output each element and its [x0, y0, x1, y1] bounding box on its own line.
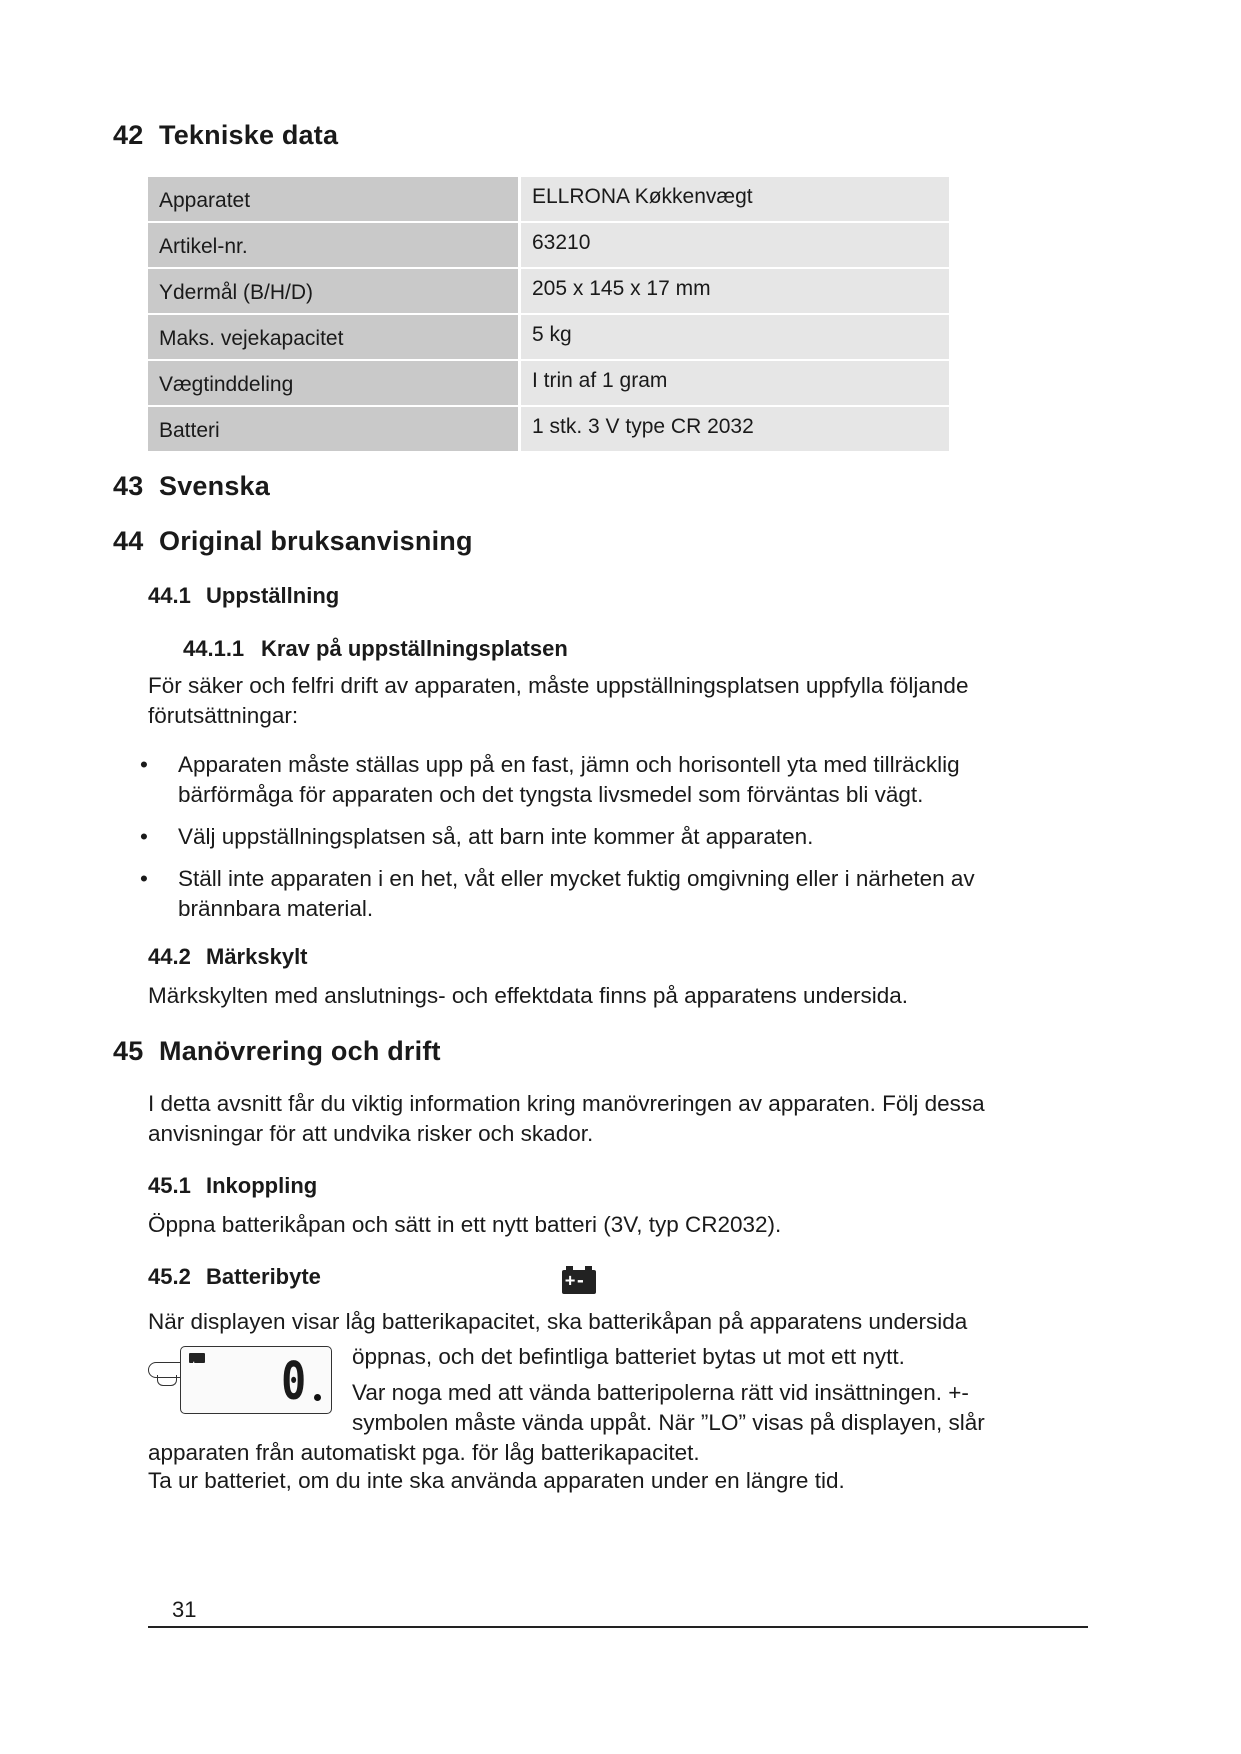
heading-number: 44.1 [148, 583, 191, 608]
heading-number: 42 [113, 120, 144, 150]
table-row [148, 177, 949, 221]
requirements-list [140, 750, 1040, 936]
heading-title: Original bruksanvisning [159, 526, 473, 556]
table-value: 1 stk. 3 V type CR 2032 [521, 407, 949, 451]
table-row [148, 315, 949, 359]
heading-42 [113, 120, 338, 151]
bullet-icon: • [140, 824, 148, 849]
heading-title: Krav på uppställningsplatsen [261, 636, 568, 661]
heading-45 [113, 1036, 441, 1067]
heading-number: 44.1.1 [183, 636, 245, 661]
table-label: Ydermål (B/H/D) [148, 269, 518, 313]
paragraph-battery-line2: öppnas, och det befintliga batteriet bytas ut mot ett nytt. [352, 1344, 905, 1369]
page-number: 31 [172, 1597, 197, 1622]
lcd-display [180, 1346, 332, 1414]
paragraph-inkoppling: Öppna batterikåpan och sätt in ett nytt batteri (3V, typ CR2032). [148, 1212, 782, 1237]
table-row [148, 269, 949, 313]
paragraph-remove-battery: Ta ur batteriet, om du inte ska använda apparaten under en längre tid. [148, 1468, 845, 1493]
bullet-icon: • [140, 752, 148, 777]
table-value: 205 x 145 x 17 mm [521, 269, 949, 313]
heading-title: Märkskylt [206, 944, 308, 969]
table-label: Maks. vejekapacitet [148, 315, 518, 359]
heading-title: Uppställning [206, 583, 340, 608]
paragraph-requirements: För säker och felfri drift av apparaten, måste uppställningsplatsen uppfylla följande förutsättningar: [148, 673, 969, 728]
heading-number: 45.2 [148, 1264, 191, 1289]
lcd-digit: 0 [280, 1352, 306, 1412]
heading-45-2 [148, 1264, 321, 1290]
table-label: Vægtinddeling [148, 361, 518, 405]
heading-43 [113, 471, 270, 502]
low-battery-icon [189, 1353, 205, 1363]
table-row [148, 407, 949, 451]
heading-title: Tekniske data [159, 120, 339, 150]
paragraph-battery-rest: Var noga med att vända batteripolerna rätt vid insättningen. +-symbolen måste vända uppåt. När ”LO” visas på displayen, slår apparaten från automatiskt pga. för låg batterikapacitet. [148, 1380, 985, 1465]
paragraph-battery-wrap [148, 1342, 1008, 1468]
list-item-text: Apparaten måste ställas upp på en fast, jämn och horisontell yta med tillräcklig bärförmåga för apparaten och det tyngsta livsmedel som förväntas bli vägt. [178, 752, 960, 807]
heading-title: Manövrering och drift [159, 1036, 441, 1066]
table-row [148, 361, 949, 405]
lcd-dot [314, 1394, 321, 1401]
table-value: I trin af 1 gram [521, 361, 949, 405]
paragraph-markskylt: Märkskylten med anslutnings- och effektdata finns på apparatens undersida. [148, 983, 909, 1008]
heading-title: Svenska [159, 471, 270, 501]
bullet-icon: • [140, 866, 148, 891]
table-label: Apparatet [148, 177, 518, 221]
table-value: 5 kg [521, 315, 949, 359]
list-item-text: Välj uppställningsplatsen så, att barn inte kommer åt apparaten. [178, 824, 814, 849]
list-item-text: Ställ inte apparaten i en het, våt eller mycket fuktig omgivning eller i närheten av brännbara material. [178, 866, 975, 921]
tech-data-table [148, 177, 949, 453]
heading-44-1 [148, 583, 339, 609]
table-row [148, 223, 949, 267]
list-item [140, 750, 1040, 810]
heading-44-2 [148, 944, 308, 970]
heading-title: Inkoppling [206, 1173, 318, 1198]
heading-number: 44 [113, 526, 144, 556]
list-item [140, 864, 1040, 924]
footer-rule [148, 1626, 1088, 1628]
table-value: 63210 [521, 223, 949, 267]
heading-44 [113, 526, 473, 557]
display-illustration [148, 1342, 338, 1438]
table-label: Artikel-nr. [148, 223, 518, 267]
paragraph-intro-45: I detta avsnitt får du viktig information kring manövreringen av apparaten. Följ dessa anvisningar för att undvika risker och skador. [148, 1091, 985, 1146]
heading-44-1-1 [183, 636, 568, 662]
heading-title: Batteribyte [206, 1264, 321, 1289]
battery-icon-symbol: +- [565, 1271, 586, 1291]
heading-number: 43 [113, 471, 144, 501]
paragraph-battery-line1: När displayen visar låg batterikapacitet, ska batterikåpan på apparatens undersida [148, 1309, 968, 1334]
table-value: ELLRONA Køkkenvægt [521, 177, 949, 221]
table-label: Batteri [148, 407, 518, 451]
heading-45-1 [148, 1173, 317, 1199]
heading-number: 45.1 [148, 1173, 191, 1198]
heading-number: 44.2 [148, 944, 191, 969]
heading-number: 45 [113, 1036, 144, 1066]
battery-icon [562, 1270, 596, 1294]
list-item [140, 822, 1040, 852]
